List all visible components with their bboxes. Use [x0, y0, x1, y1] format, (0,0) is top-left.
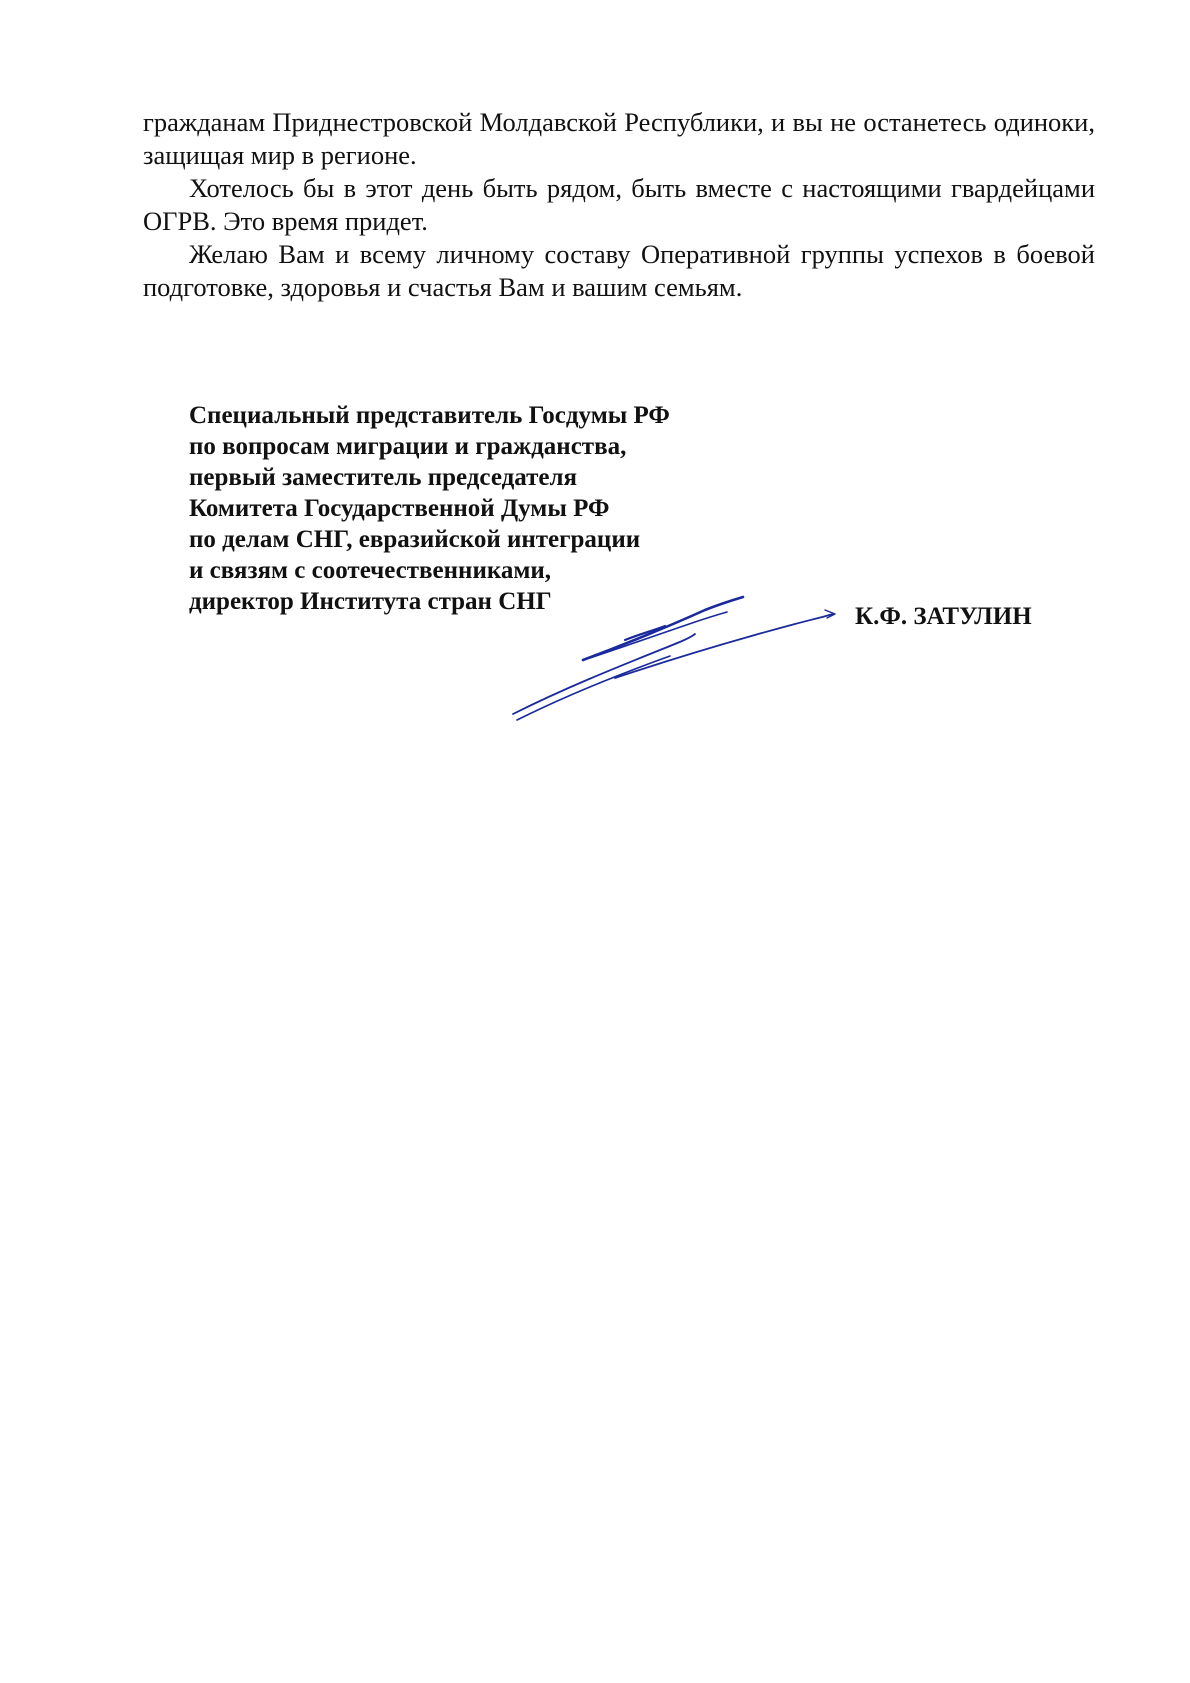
signer-name: К.Ф. ЗАТУЛИН — [855, 603, 1032, 630]
paragraph: гражданам Приднестровской Молдавской Республики, и вы не останетесь одиноки, защищая мир в регионе. — [143, 107, 1095, 170]
signatory-title-line: Комитета Государственной Думы РФ — [189, 495, 610, 522]
signatory-title-line: по делам СНГ, евразийской интеграции — [189, 526, 641, 553]
handwritten-signature — [505, 588, 845, 728]
signatory-title-line: директор Института стран СНГ — [189, 588, 552, 615]
letter-body — [143, 106, 1095, 304]
signatory-title-line: Специальный представитель Госдумы РФ — [189, 402, 670, 429]
signatory-title-line: и связям с соотечественниками, — [189, 557, 552, 584]
signatory-title-line: по вопросам миграции и гражданства, — [189, 433, 627, 460]
paragraph: Желаю Вам и всему личному составу Оперативной группы успехов в боевой подготовке, здоровья и счастья Вам и вашим семьям. — [143, 239, 1095, 302]
paragraph: Хотелось бы в этот день быть рядом, быть вместе с настоящими гвардейцами ОГРВ. Это время придет. — [143, 173, 1095, 236]
signatory-title-line: первый заместитель председателя — [189, 464, 578, 491]
signatory-title — [189, 400, 789, 617]
